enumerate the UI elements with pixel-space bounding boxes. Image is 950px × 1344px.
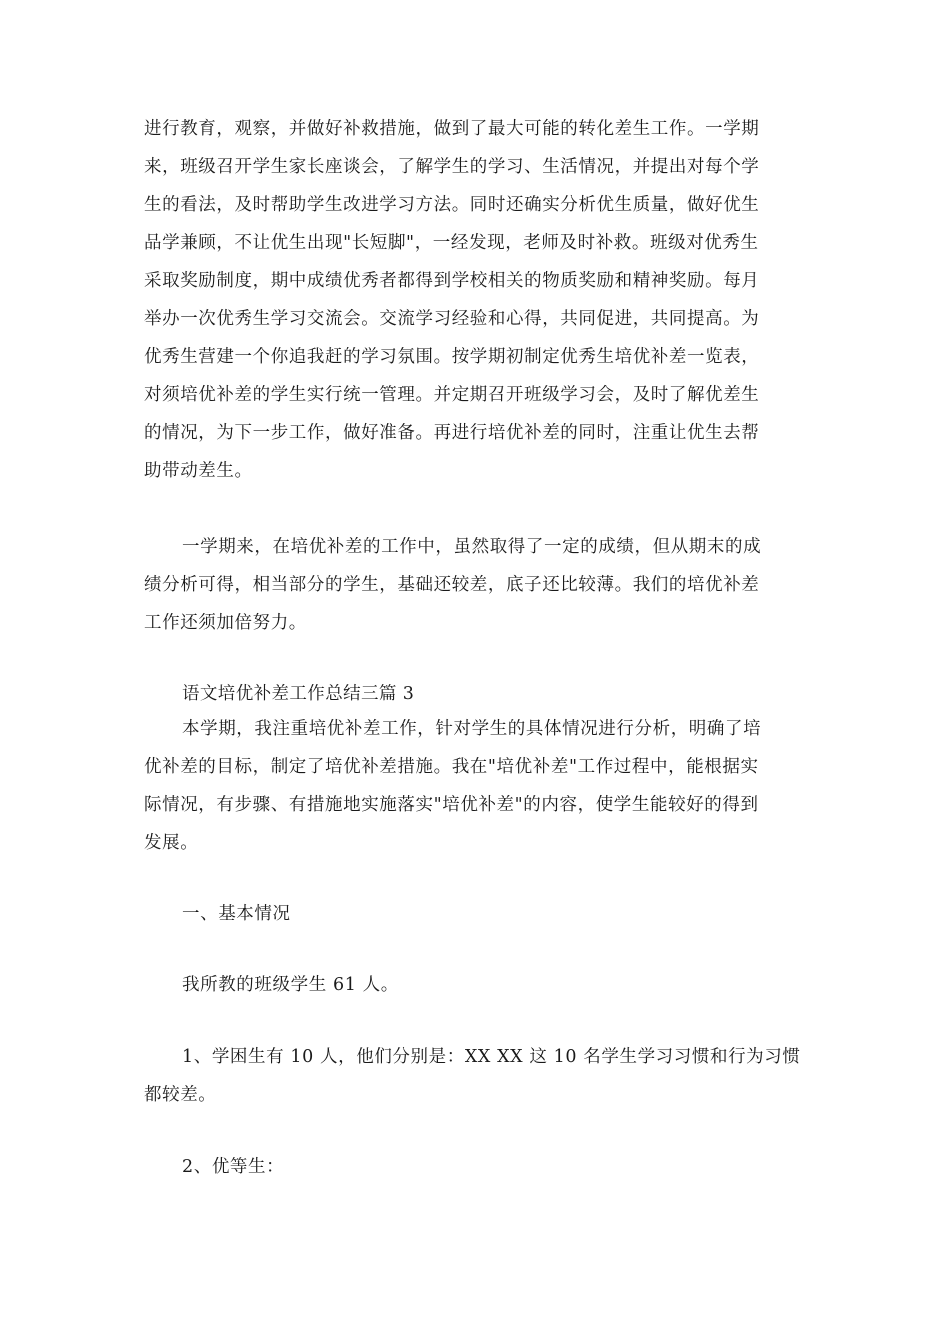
text-line: 优补差的目标，制定了培优补差措施。我在"培优补差"工作过程中，能根据实 [144, 757, 759, 777]
text-line: 1、学困生有 10 人，他们分别是：XX XX 这 10 名学生学习习惯和行为习惯 [182, 1047, 801, 1067]
paragraph-4: 我所教的班级学生 61 人。 [182, 975, 399, 995]
text-line: 都较差。 [144, 1085, 217, 1105]
text-line: 品学兼顾，不让优生出现"长短脚"，一经发现，老师及时补救。班级对优秀生 [144, 233, 759, 253]
text-line: 工作还须加倍努力。 [144, 613, 307, 633]
text-line: 一学期来，在培优补差的工作中，虽然取得了一定的成绩，但从期末的成 [182, 537, 762, 557]
text-line: 采取奖励制度，期中成绩优秀者都得到学校相关的物质奖励和精神奖励。每月 [144, 271, 760, 291]
text-line: 的情况，为下一步工作，做好准备。再进行培优补差的同时，注重让优生去帮 [144, 423, 760, 443]
text-line: 来，班级召开学生家长座谈会，了解学生的学习、生活情况，并提出对每个学 [144, 157, 760, 177]
text-line: 绩分析可得，相当部分的学生，基础还较差，底子还比较薄。我们的培优补差 [144, 575, 760, 595]
list-item-2: 2、优等生： [182, 1157, 285, 1177]
heading-basic-situation: 一、基本情况 [182, 904, 291, 924]
text-line: 优秀生营建一个你追我赶的学习氛围。按学期初制定优秀生培优补差一览表， [144, 347, 760, 367]
text-line: 际情况，有步骤、有措施地实施落实"培优补差"的内容，使学生能较好的得到 [144, 795, 759, 815]
text-line: 生的看法，及时帮助学生改进学习方法。同时还确实分析优生质量，做好优生 [144, 195, 760, 215]
text-line: 本学期，我注重培优补差工作，针对学生的具体情况进行分析，明确了培 [182, 719, 762, 739]
section-title: 语文培优补差工作总结三篇 3 [182, 684, 415, 704]
text-line: 对须培优补差的学生实行统一管理。并定期召开班级学习会，及时了解优差生 [144, 385, 760, 405]
text-line: 举办一次优秀生学习交流会。交流学习经验和心得，共同促进，共同提高。为 [144, 309, 760, 329]
text-line: 进行教育，观察，并做好补救措施，做到了最大可能的转化差生工作。一学期 [144, 119, 760, 139]
text-line: 发展。 [144, 833, 199, 853]
text-line: 助带动差生。 [144, 461, 253, 481]
